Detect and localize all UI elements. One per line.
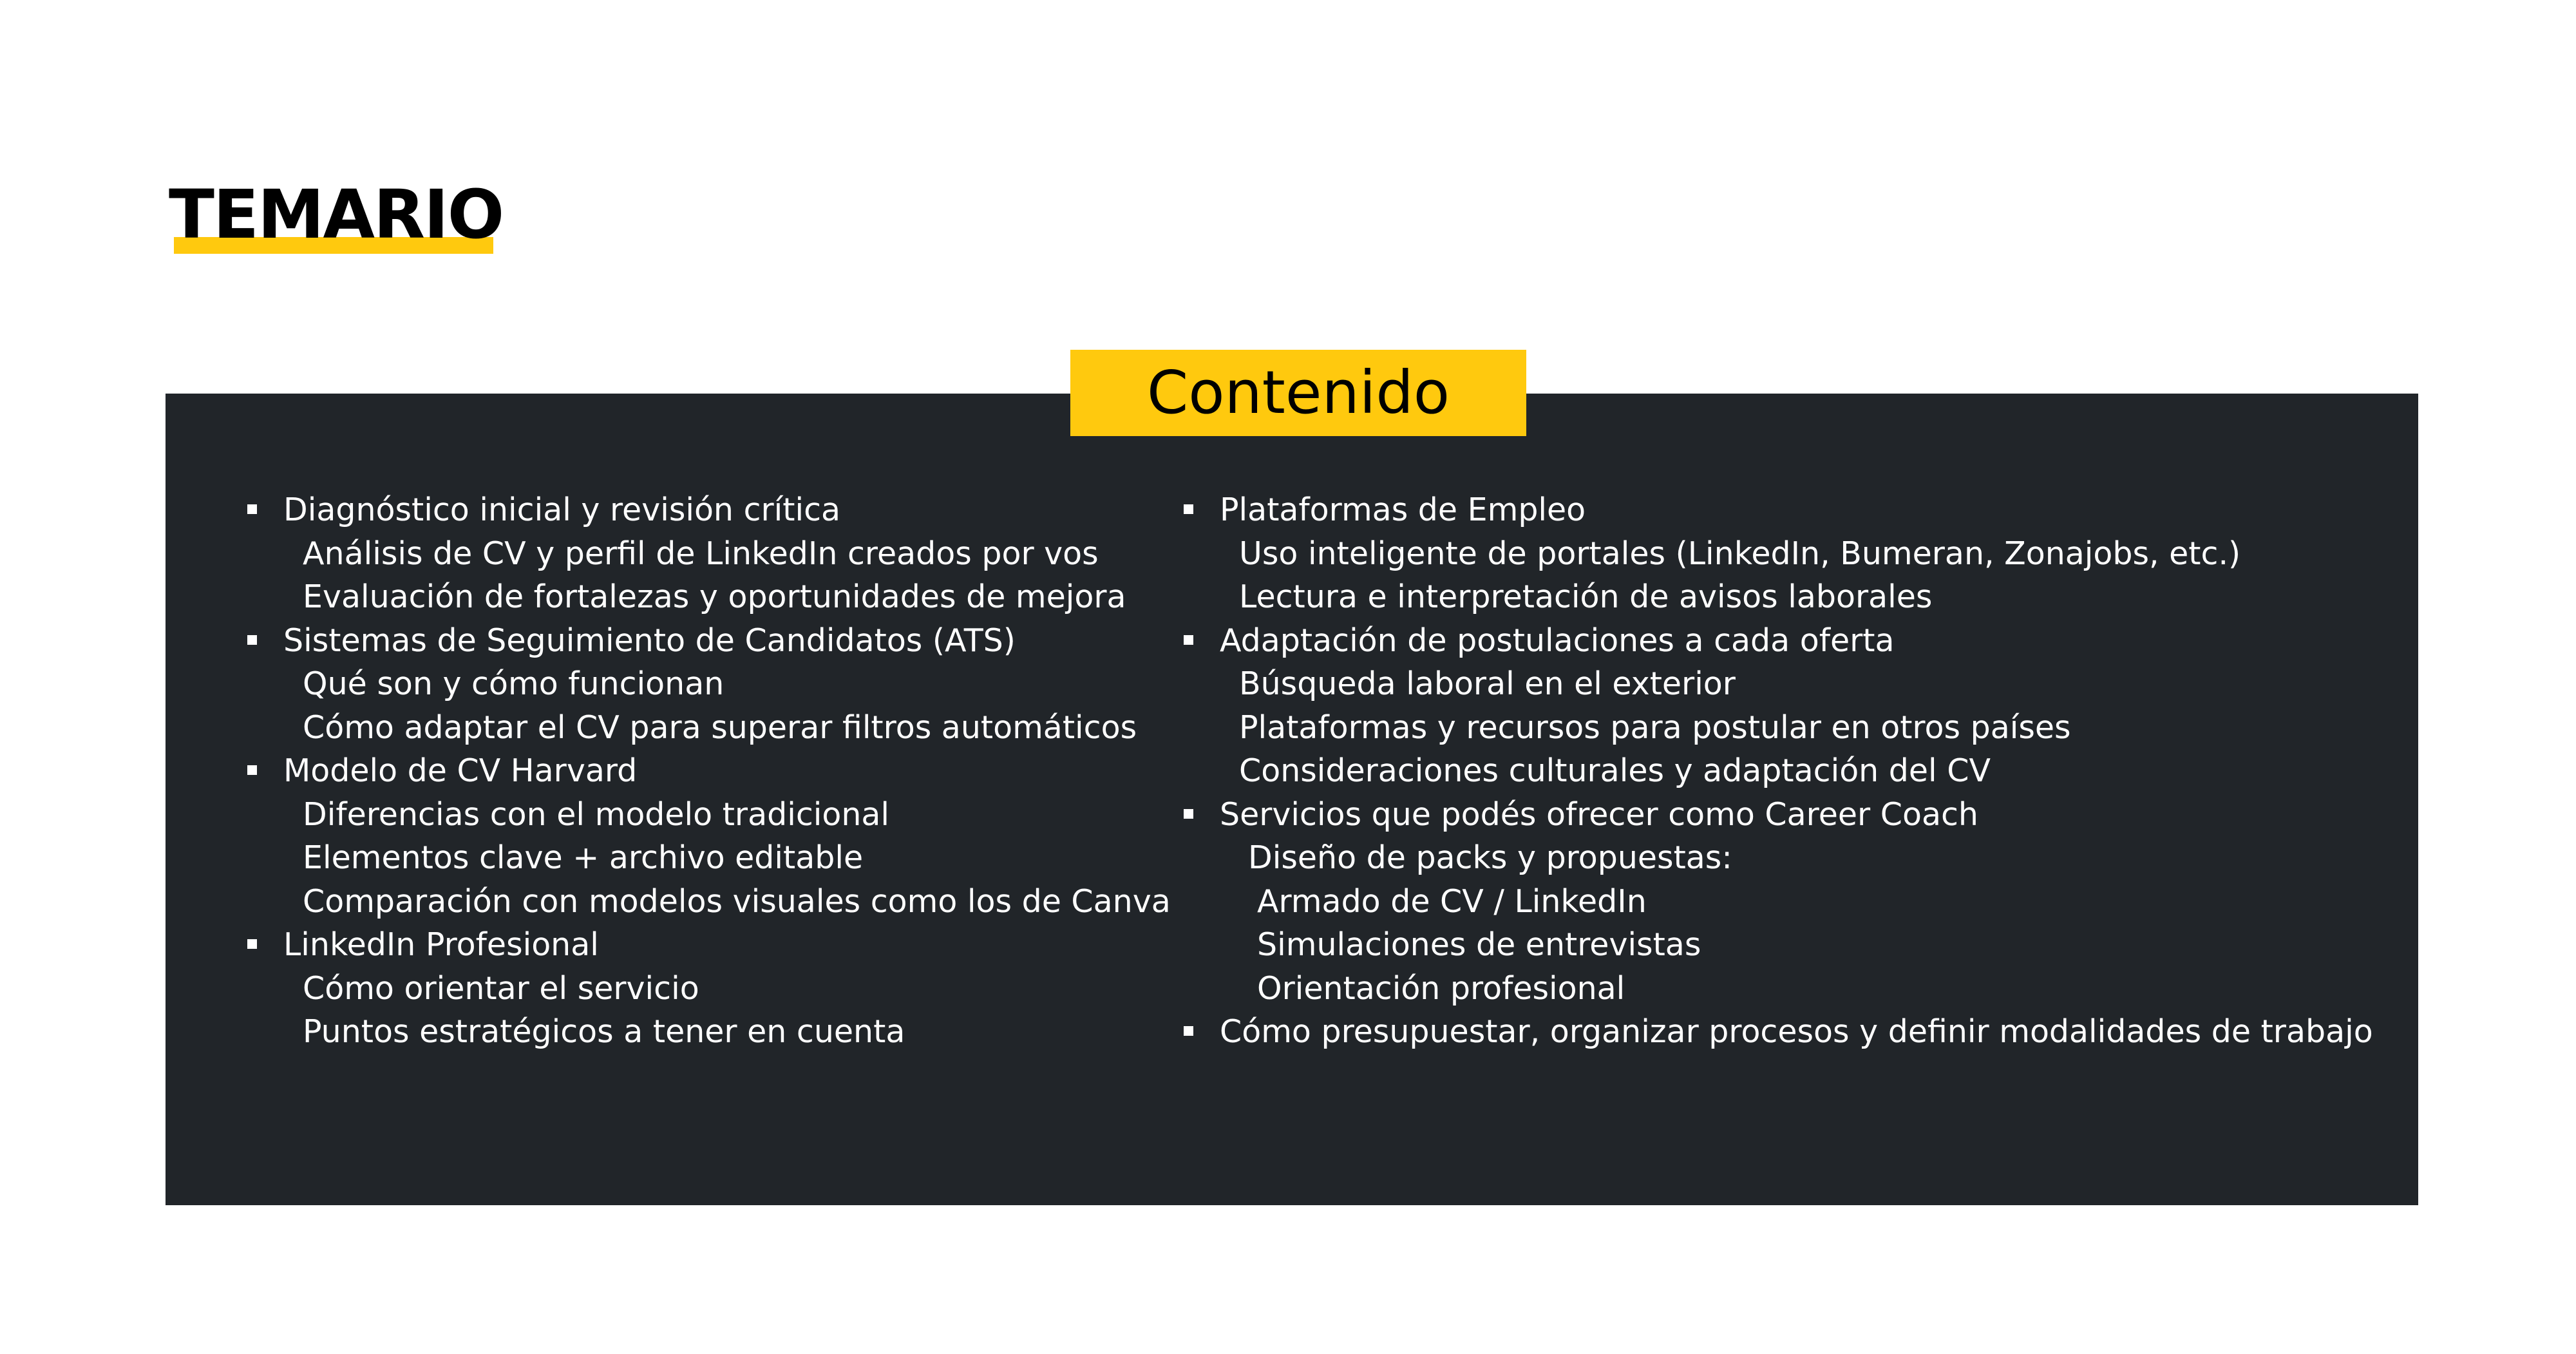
- square-bullet-icon: [1184, 504, 1193, 514]
- subtopic-item: [247, 532, 1171, 576]
- subtopic-item: [1184, 532, 2373, 576]
- subtopic-item: [247, 662, 1171, 706]
- subtopic-text: Evaluación de fortalezas y oportunidades de mejora: [303, 578, 1126, 615]
- topic-text: Servicios que podés ofrecer como Career Coach: [1220, 796, 1978, 833]
- subtopic-item: [247, 1010, 1171, 1054]
- subtopic-text: Diseño de packs y propuestas:: [1248, 839, 1732, 876]
- left-topic-list: [247, 488, 1171, 1054]
- topic-item: [247, 619, 1171, 663]
- subtopic-item: [1184, 575, 2373, 619]
- topic-text: Cómo presupuestar, organizar procesos y definir modalidades de trabajo: [1220, 1013, 2373, 1050]
- subtopic-text: Simulaciones de entrevistas: [1257, 926, 1701, 963]
- right-topic-list: [1184, 488, 2373, 1054]
- topic-text: Plataformas de Empleo: [1220, 491, 1586, 528]
- subtopic-text: Puntos estratégicos a tener en cuenta: [303, 1013, 905, 1050]
- topic-item: [1184, 619, 2373, 663]
- subtopic-text: Orientación profesional: [1257, 969, 1625, 1007]
- subtopic-item: [1184, 880, 2373, 924]
- topic-text: LinkedIn Profesional: [283, 926, 599, 963]
- square-bullet-icon: [1184, 635, 1193, 645]
- topic-item: [247, 488, 1171, 532]
- square-bullet-icon: [247, 765, 257, 775]
- subtopic-item: [247, 793, 1171, 837]
- topic-item: [1184, 1010, 2373, 1054]
- subtopic-text: Elementos clave + archivo editable: [303, 839, 864, 876]
- square-bullet-icon: [1184, 809, 1193, 819]
- topic-text: Modelo de CV Harvard: [283, 752, 638, 789]
- subtopic-text: Análisis de CV y perfil de LinkedIn creados por vos: [303, 535, 1099, 572]
- subtopic-text: Plataformas y recursos para postular en otros países: [1239, 709, 2071, 746]
- subtopic-text: Búsqueda laboral en el exterior: [1239, 665, 1736, 702]
- subtopic-item: [247, 575, 1171, 619]
- square-bullet-icon: [1184, 1026, 1193, 1036]
- subtopic-text: Qué son y cómo funcionan: [303, 665, 724, 702]
- subtopic-item: [1184, 706, 2373, 750]
- subtopic-text: Consideraciones culturales y adaptación del CV: [1239, 752, 1991, 789]
- subtopic-item: [247, 706, 1171, 750]
- topic-text: Adaptación de postulaciones a cada oferta: [1220, 622, 1895, 659]
- subtopic-item: [1184, 923, 2373, 967]
- subtopic-text: Cómo adaptar el CV para superar filtros automáticos: [303, 709, 1137, 746]
- subtopic-text: Comparación con modelos visuales como los de Canva: [303, 882, 1171, 920]
- subtopic-text: Uso inteligente de portales (LinkedIn, Bumeran, Zonajobs, etc.): [1239, 535, 2241, 572]
- page-title: TEMARIO: [169, 175, 504, 254]
- subtopic-text: Lectura e interpretación de avisos laborales: [1239, 578, 1933, 615]
- topic-text: Diagnóstico inicial y revisión crítica: [283, 491, 841, 528]
- square-bullet-icon: [247, 504, 257, 514]
- subtopic-text: Armado de CV / LinkedIn: [1257, 882, 1647, 920]
- subtopic-item: [1184, 836, 2373, 880]
- square-bullet-icon: [247, 939, 257, 949]
- topic-item: [1184, 793, 2373, 837]
- subtopic-item: [247, 880, 1171, 924]
- subtopic-text: Cómo orientar el servicio: [303, 969, 699, 1007]
- subtopic-item: [247, 967, 1171, 1011]
- section-label-text: Contenido: [1146, 358, 1450, 427]
- subtopic-text: Diferencias con el modelo tradicional: [303, 796, 890, 833]
- subtopic-item: [1184, 749, 2373, 793]
- topic-item: [247, 749, 1171, 793]
- topic-text: Sistemas de Seguimiento de Candidatos (ATS): [283, 622, 1016, 659]
- topic-item: [1184, 488, 2373, 532]
- subtopic-item: [247, 836, 1171, 880]
- subtopic-item: [1184, 967, 2373, 1011]
- topic-item: [247, 923, 1171, 967]
- square-bullet-icon: [247, 635, 257, 645]
- section-label: [1070, 350, 1526, 436]
- subtopic-item: [1184, 662, 2373, 706]
